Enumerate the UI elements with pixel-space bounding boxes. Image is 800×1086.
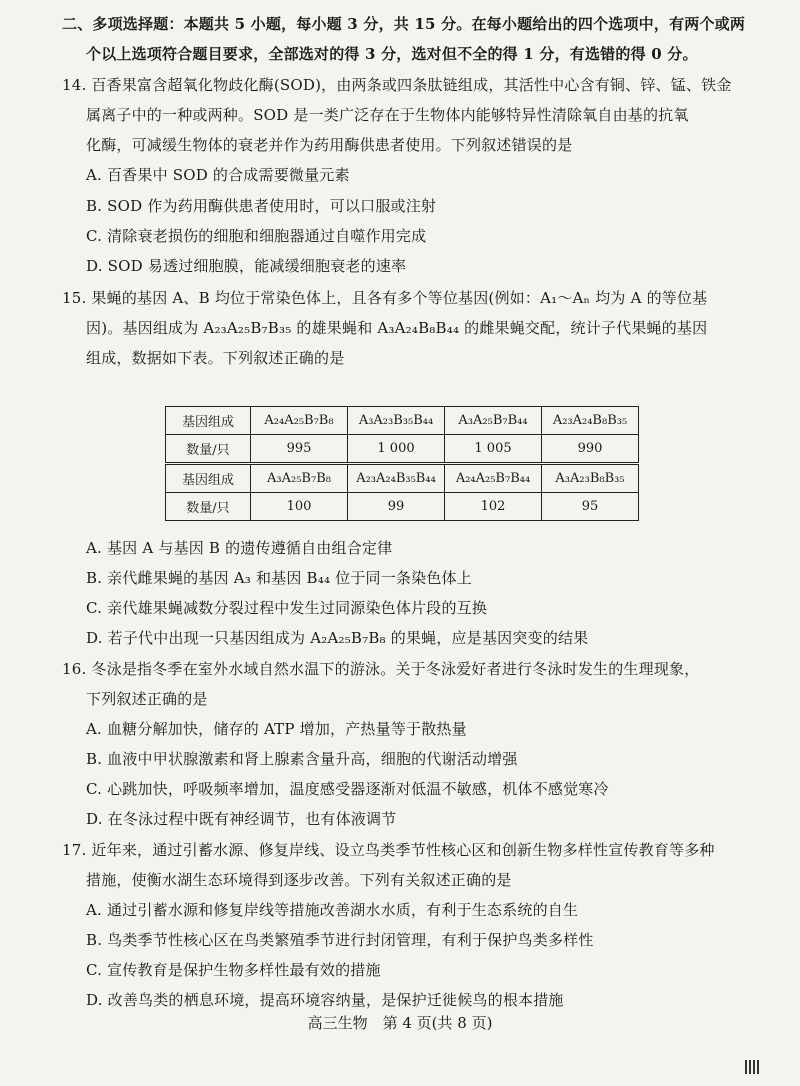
table-cell: A₃A₂₅B₇B₄₄ [445,407,542,435]
q14-option-c: C. 清除衰老损伤的细胞和细胞器通过自噬作用完成 [86,227,427,245]
gene-table [165,406,639,521]
q14-stem-line2: 属离子中的一种或两种。SOD 是一类广泛存在于生物体内能够特异性清除氧自由基的抗氧 [86,106,689,124]
table-row [166,407,639,435]
table-row [166,464,639,493]
q14-option-b: B. SOD 作为药用酶供患者使用时，可以口服或注射 [86,197,437,215]
q16-stem-line2: 下列叙述正确的是 [86,690,208,708]
table-cell: A₂₃A₂₄B₃₅B₄₄ [348,464,445,493]
qr-code-icon [745,1060,759,1074]
q16-option-d: D. 在冬泳过程中既有神经调节，也有体液调节 [86,810,397,828]
q17-stem-line1: 17. 近年来，通过引蓄水源、修复岸线、设立鸟类季节性核心区和创新生物多样性宣传教育等多种 [62,841,715,859]
q16-option-b: B. 血液中甲状腺激素和肾上腺素含量升高，细胞的代谢活动增强 [86,750,518,768]
table-cell: A₃A₂₅B₇B₈ [251,464,348,493]
q14-option-a: A. 百香果中 SOD 的合成需要微量元素 [86,166,350,184]
q15-stem-line3: 组成，数据如下表。下列叙述正确的是 [86,349,345,367]
table-cell: 995 [251,435,348,464]
table-row [166,493,639,521]
table-cell: 1 005 [445,435,542,464]
table-cell: 95 [542,493,639,521]
table-header-cell: 基因组成 [166,407,251,435]
table-header-cell: 基因组成 [166,464,251,493]
table-header-cell: 数量/只 [166,435,251,464]
q14-stem-line1: 14. 百香果富含超氧化物歧化酶(SOD)，由两条或四条肽链组成，其活性中心含有铜、锌、锰、铁金 [62,76,732,94]
q15-option-c: C. 亲代雄果蝇减数分裂过程中发生过同源染色体片段的互换 [86,599,488,617]
q16-option-c: C. 心跳加快，呼吸频率增加，温度感受器逐渐对低温不敏感，机体不感觉寒冷 [86,780,609,798]
table-cell: 990 [542,435,639,464]
table-cell: A₂₄A₂₅B₇B₄₄ [445,464,542,493]
table-cell: A₂₃A₂₄B₈B₃₅ [542,407,639,435]
page-footer: 高三生物 第 4 页(共 8 页) [307,1014,493,1032]
q14-option-d: D. SOD 易透过细胞膜，能减缓细胞衰老的速率 [86,257,407,275]
section-instruction-line1: 二、多项选择题：本题共 5 小题，每小题 3 分，共 15 分。在每小题给出的四个选项中，有两个或两 [62,15,746,33]
table-cell: 100 [251,493,348,521]
q15-option-d: D. 若子代中出现一只基因组成为 A₂A₂₅B₇B₈ 的果蝇，应是基因突变的结果 [86,629,589,647]
q17-option-a: A. 通过引蓄水源和修复岸线等措施改善湖水水质，有利于生态系统的自生 [86,901,579,919]
table-cell: A₃A₂₃B₃₅B₄₄ [348,407,445,435]
table-cell: 1 000 [348,435,445,464]
q17-stem-line2: 措施，使衡水湖生态环境得到逐步改善。下列有关叙述正确的是 [86,871,512,889]
table-row [166,435,639,464]
q16-stem-line1: 16. 冬泳是指冬季在室外水域自然水温下的游泳。关于冬泳爱好者进行冬泳时发生的生理现象， [62,660,700,678]
q17-option-b: B. 鸟类季节性核心区在鸟类繁殖季节进行封闭管理，有利于保护鸟类多样性 [86,931,594,949]
section-instruction-line2: 个以上选项符合题目要求，全部选对的得 3 分，选对但不全的得 1 分，有选错的得 0 分。 [86,45,698,63]
table-header-cell: 数量/只 [166,493,251,521]
q17-option-c: C. 宣传教育是保护生物多样性最有效的措施 [86,961,381,979]
q15-option-a: A. 基因 A 与基因 B 的遗传遵循自由组合定律 [86,539,393,557]
q14-stem-line3: 化酶，可减缓生物体的衰老并作为药用酶供患者使用。下列叙述错误的是 [86,136,573,154]
table-cell: 99 [348,493,445,521]
table-cell: A₂₄A₂₅B₇B₈ [251,407,348,435]
q16-option-a: A. 血糖分解加快，储存的 ATP 增加，产热量等于散热量 [86,720,467,738]
q17-option-d: D. 改善鸟类的栖息环境，提高环境容纳量，是保护迁徙候鸟的根本措施 [86,991,564,1009]
q15-option-b: B. 亲代雌果蝇的基因 A₃ 和基因 B₄₄ 位于同一条染色体上 [86,569,472,587]
table-cell: A₃A₂₃B₈B₃₅ [542,464,639,493]
q15-stem-line2: 因)。基因组成为 A₂₃A₂₅B₇B₃₅ 的雄果蝇和 A₃A₂₄B₈B₄₄ 的雌果蝇交配，统计子代果蝇的基因 [86,319,708,337]
table-cell: 102 [445,493,542,521]
q15-stem-line1: 15. 果蝇的基因 A、B 均位于常染色体上，且各有多个等位基因(例如：A₁～Aₙ 均为 A 的等位基 [62,289,708,307]
